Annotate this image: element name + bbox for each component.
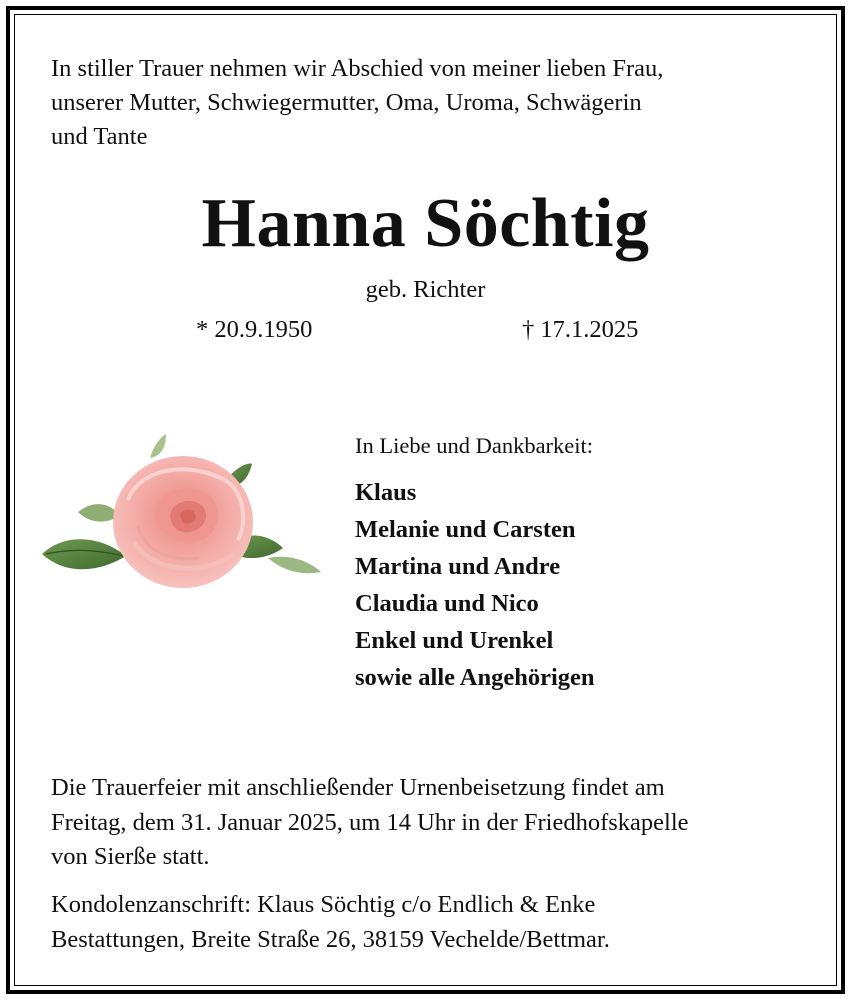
mourner-name: sowie alle Angehörigen [355, 664, 595, 691]
maiden-name: geb. Richter [365, 276, 486, 303]
intro-text [51, 52, 791, 154]
mourner-name: Martina und Andre [355, 553, 561, 580]
ceremony-line: Freitag, dem 31. Januar 2025, um 14 Uhr in der Friedhofskapelle [51, 808, 689, 836]
ceremony-line: von Sierße statt. [51, 843, 210, 870]
mourners-intro: In Liebe und Dankbarkeit: [355, 433, 594, 458]
mourner-name: Claudia und Nico [355, 590, 539, 617]
pink-rose-icon [38, 430, 323, 595]
ceremony-line: Die Trauerfeier mit anschließender Urnenbeisetzung findet am [51, 774, 665, 801]
ceremony-notice [51, 771, 811, 875]
intro-line: unserer Mutter, Schwiegermutter, Oma, Uroma, Schwägerin [51, 89, 642, 116]
deceased-name: Hanna Söchtig [201, 185, 650, 262]
condolence-line: Bestattungen, Breite Straße 26, 38159 Vechelde/Bettmar. [51, 925, 610, 953]
mourner-name: Klaus [355, 479, 417, 506]
death-date: † 17.1.2025 [522, 316, 639, 343]
mourner-name: Melanie und Carsten [355, 516, 576, 543]
intro-line: und Tante [51, 123, 148, 150]
birth-date: * 20.9.1950 [196, 316, 313, 343]
condolence-address [51, 888, 811, 957]
mourners-list [355, 474, 595, 696]
mourner-name: Enkel und Urenkel [355, 627, 554, 654]
intro-line: In stiller Trauer nehmen wir Abschied von meiner lieben Frau, [51, 55, 664, 82]
condolence-line: Kondolenzanschrift: Klaus Söchtig c/o Endlich & Enke [51, 891, 596, 918]
